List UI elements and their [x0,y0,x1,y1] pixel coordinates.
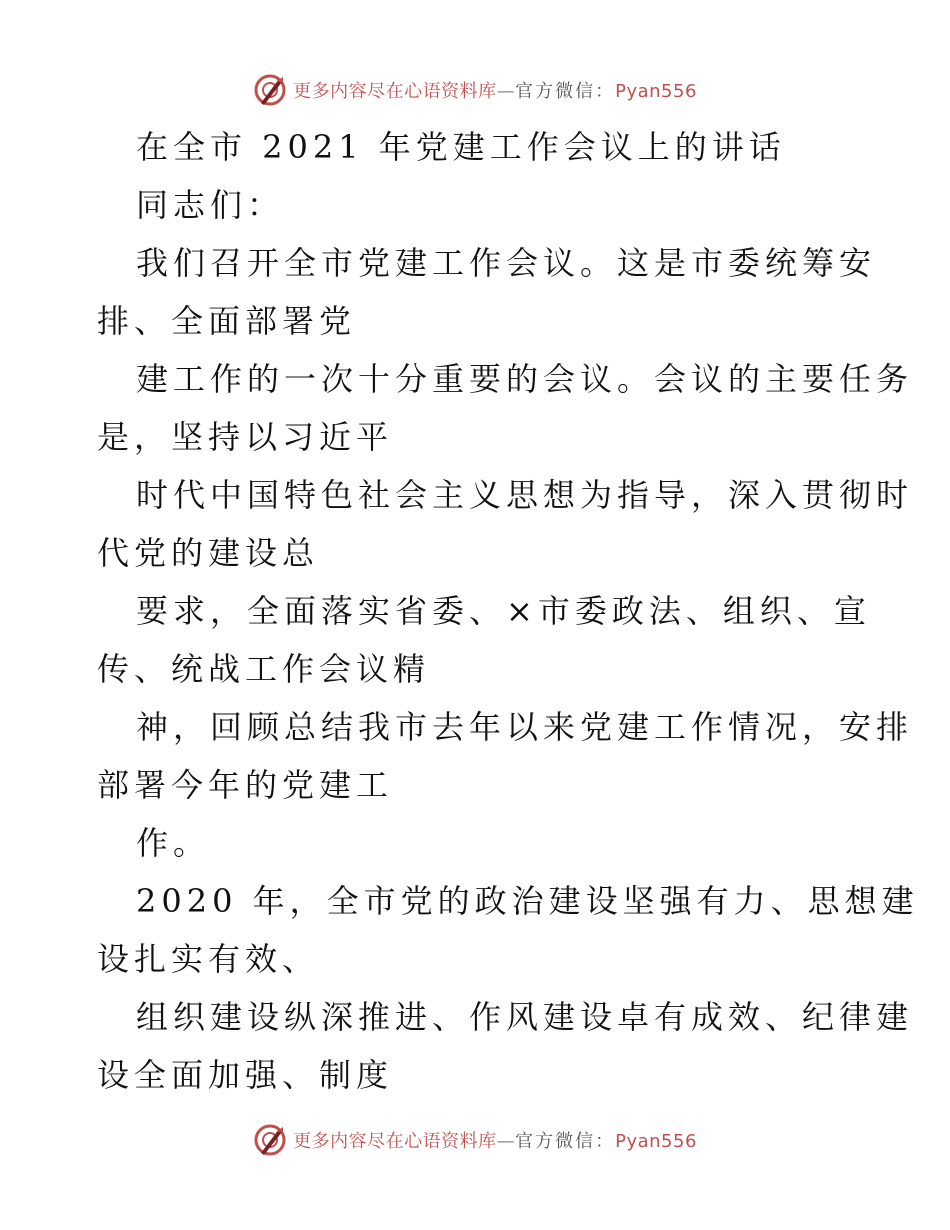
watermark-wechat-id: Pyan556 [615,1131,697,1152]
paragraph-line: 建工作的一次十分重要的会议。会议的主要任务 [136,360,914,398]
paragraph-line: 作。 [136,824,211,862]
watermark-text [293,77,697,103]
watermark-wechat-label: 官方微信： [515,81,616,102]
salutation: 同志们： [136,186,285,224]
document-title: 在全市 2021 年党建工作会议上的讲话 [136,128,786,166]
paragraph-line: 要求，全面落实省委、×市委政法、组织、宣 [136,592,871,630]
watermark-main: 更多内容尽在心语资料库 [293,1131,497,1152]
quill-logo-icon [253,1123,287,1157]
paragraph-line: 部署今年的党建工 [97,766,394,804]
paragraph-line: 是，坚持以习近平 [97,418,394,456]
paragraph-line: 传、统战工作会议精 [97,650,431,688]
footer-watermark-banner [0,1120,950,1160]
watermark-dash: — [496,1131,516,1152]
paragraph-line: 2020 年，全市党的政治建设坚强有力、思想建 [136,882,919,920]
paragraph-line: 组织建设纵深推进、作风建设卓有成效、纪律建 [136,998,914,1036]
header-watermark-banner [0,70,950,110]
watermark-dash: — [496,81,516,102]
watermark-wechat-id: Pyan556 [615,81,697,102]
quill-logo-icon [253,73,287,107]
paragraph-line: 排、全面部署党 [97,302,357,340]
watermark-wechat-label: 官方微信： [515,1131,616,1152]
paragraph-line: 时代中国特色社会主义思想为指导，深入贯彻时 [136,476,914,514]
watermark-main: 更多内容尽在心语资料库 [293,81,497,102]
watermark-text [293,1127,697,1153]
paragraph-line: 代党的建设总 [97,534,320,572]
paragraph-line: 我们召开全市党建工作会议。这是市委统筹安 [136,244,877,282]
paragraph-line: 神，回顾总结我市去年以来党建工作情况，安排 [136,708,914,746]
paragraph-line: 设全面加强、制度 [97,1056,394,1094]
paragraph-line: 设扎实有效、 [97,940,320,978]
